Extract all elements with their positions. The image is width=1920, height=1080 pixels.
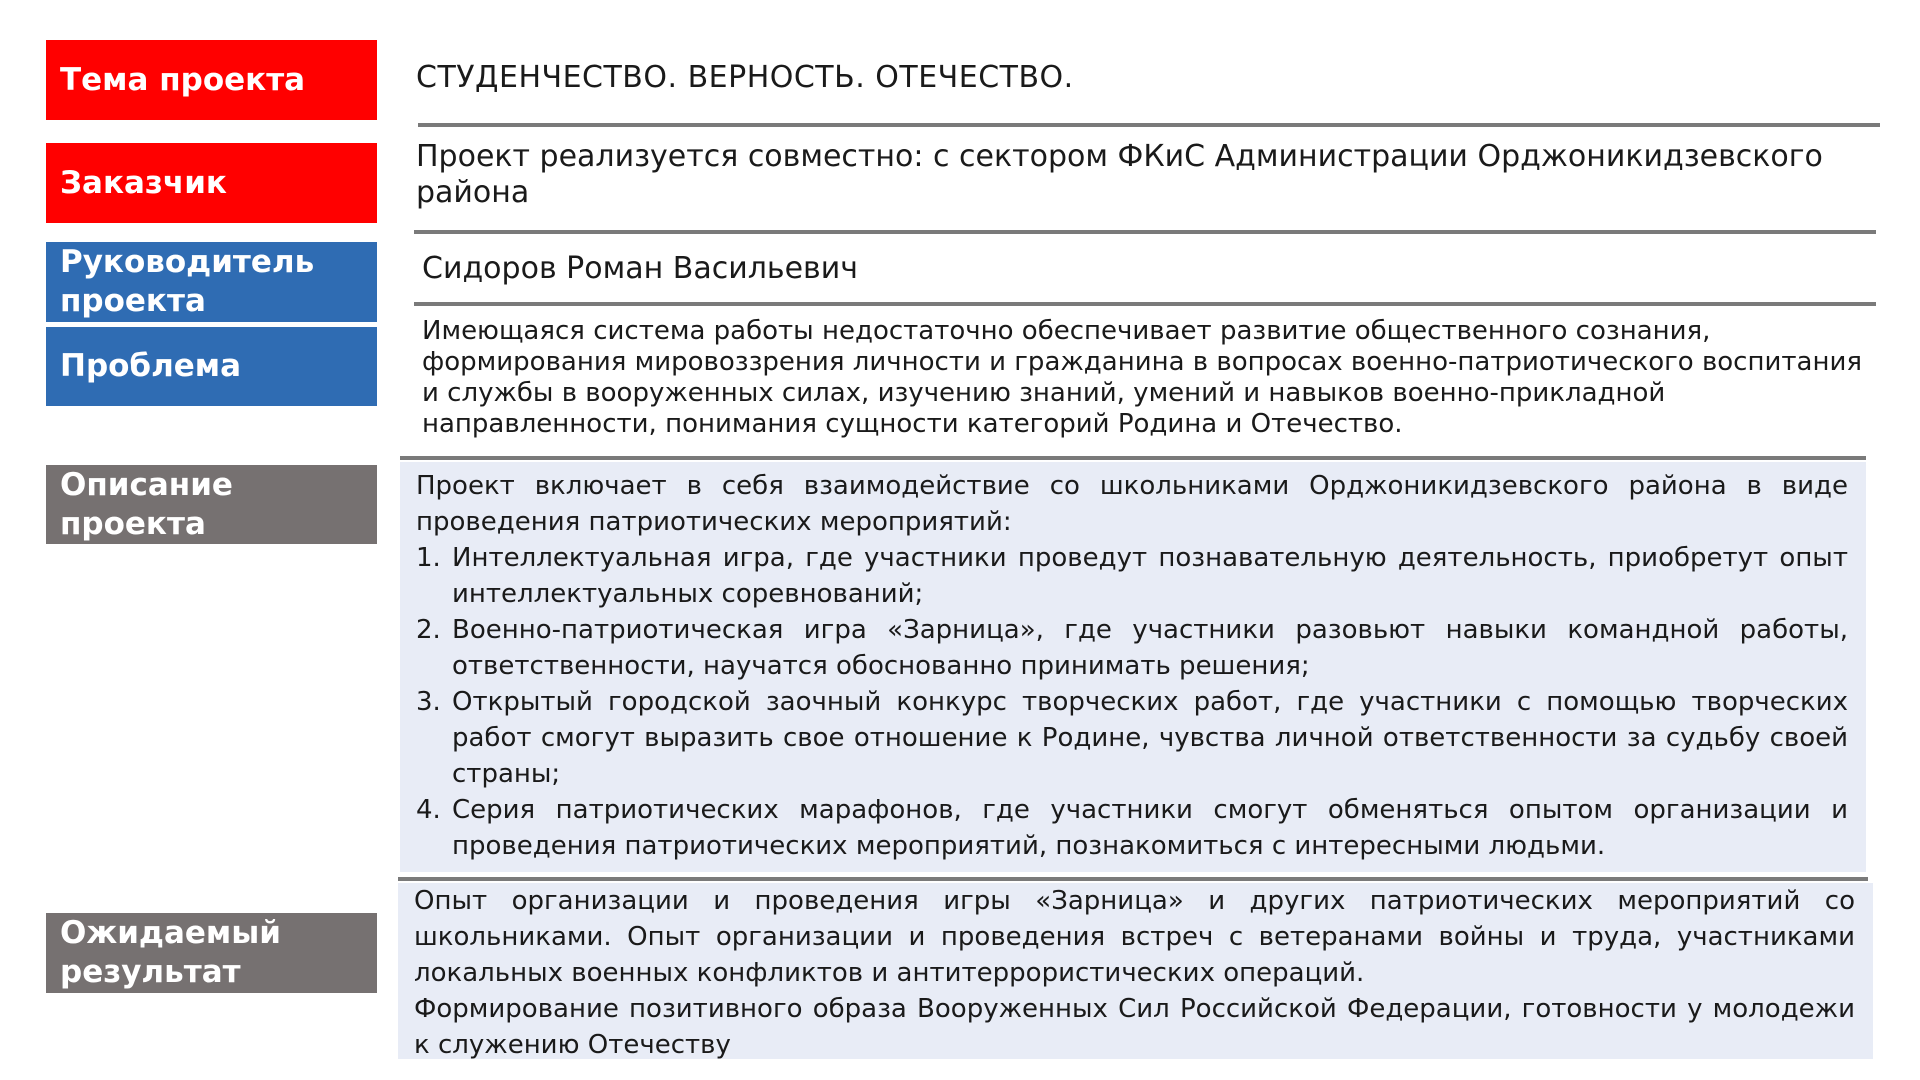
problem-value: Имеющаяся система работы недостаточно обеспечивает развитие общественного сознания, формирования мировоззрения личности и гражданина в вопросах военно-патриотического воспитания и службы в вооруженных силах, изучению знаний, умений и навыков военно-прикладной направленности, понимания сущности категорий Родина и Отечество. (422, 316, 1862, 439)
divider-theme (418, 123, 1880, 127)
label-leader-text: Руководитель проекта (60, 244, 315, 319)
result-content (414, 883, 1855, 1063)
result-paragraph: Формирование позитивного образа Вооруженных Сил Российской Федерации, готовности у молодежи к служению Отечеству (414, 994, 1855, 1060)
list-item (416, 540, 1848, 612)
list-item-text: Интеллектуальная игра, где участники проведут познавательную деятельность, приобретут опыт интеллектуальных соревнований; (452, 543, 1848, 609)
list-item-number: 4. (416, 795, 441, 825)
description-panel (400, 462, 1866, 872)
label-result-text: Ожидаемый результат (60, 915, 281, 990)
result-panel (398, 883, 1873, 1059)
divider-problem (400, 456, 1866, 460)
list-item-text: Открытый городской заочный конкурс творческих работ, где участники с помощью творческих работ смогут выразить свое отношение к Родине, чувства личной ответственности за судьбу своей страны; (452, 687, 1848, 789)
divider-customer (414, 230, 1876, 234)
label-description-text: Описание проекта (60, 466, 233, 542)
theme-value: СТУДЕНЧЕСТВО. ВЕРНОСТЬ. ОТЕЧЕСТВО. (416, 60, 1074, 95)
label-leader (46, 242, 377, 322)
list-item-number: 2. (416, 615, 441, 645)
list-item-text: Военно-патриотическая игра «Зарница», где участники разовьют навыки командной работы, ответственности, научатся обоснованно принимать решения; (452, 615, 1848, 681)
label-theme-text: Тема проекта (60, 61, 306, 98)
description-content (416, 468, 1848, 864)
list-item-text: Серия патриотических марафонов, где участники смогут обменяться опытом организации и проведения патриотических мероприятий, познакомиться с интересными людьми. (452, 795, 1848, 861)
label-customer (46, 143, 377, 223)
leader-value: Сидоров Роман Васильевич (422, 251, 858, 286)
description-intro: Проект включает в себя взаимодействие со школьниками Орджоникидзевского района в виде проведения патриотических мероприятий: (416, 471, 1848, 537)
label-theme (46, 40, 377, 120)
label-description (46, 465, 377, 544)
label-problem-text: Проблема (60, 348, 242, 384)
customer-value: Проект реализуется совместно: с сектором ФКиС Администрации Орджоникидзевского района (416, 139, 1823, 210)
list-item-number: 3. (416, 687, 441, 717)
divider-leader (414, 302, 1876, 306)
list-item (416, 684, 1848, 792)
list-item (416, 792, 1848, 864)
list-item-number: 1. (416, 543, 441, 573)
label-problem (46, 327, 377, 406)
result-paragraph: Опыт организации и проведения игры «Зарница» и других патриотических мероприятий со школьниками. Опыт организации и проведения встреч с ветеранами войны и труда, участниками локальных военных конфликтов и антитеррористических операций. (414, 886, 1855, 988)
divider-description (398, 877, 1868, 881)
label-customer-text: Заказчик (60, 164, 227, 201)
list-item (416, 612, 1848, 684)
label-result (46, 913, 377, 993)
